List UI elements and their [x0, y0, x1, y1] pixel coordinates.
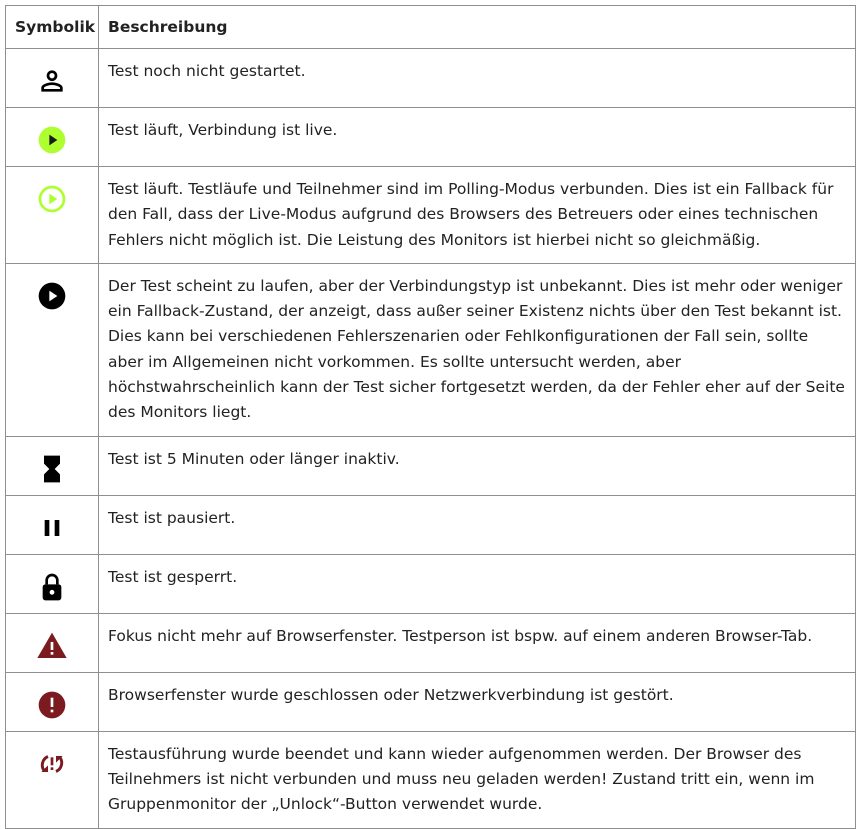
symbol-cell [6, 495, 99, 554]
table-header-row [6, 6, 856, 49]
symbol-cell [6, 108, 99, 167]
table-row [6, 436, 856, 495]
status-symbol-table [5, 5, 856, 829]
description-cell: Fokus nicht mehr auf Browserfenster. Testperson ist bspw. auf einem anderen Browser-Tab. [99, 613, 856, 672]
symbol-cell [6, 167, 99, 264]
symbol-cell [6, 263, 99, 436]
table-row [6, 167, 856, 264]
table-row [6, 108, 856, 167]
description-cell: Test ist pausiert. [99, 495, 856, 554]
table-row [6, 495, 856, 554]
symbol-cell [6, 731, 99, 828]
symbol-cell [6, 613, 99, 672]
warning-icon [36, 630, 68, 662]
description-cell: Testausführung wurde beendet und kann wieder aufgenommen werden. Der Browser des Teilnehmers ist nicht verbunden und muss neu geladen werden! Zustand tritt ein, wenn im Gruppenmonitor der „Unlock“-Button verwendet wurde. [99, 731, 856, 828]
description-cell: Der Test scheint zu laufen, aber der Verbindungstyp ist unbekannt. Dies ist mehr oder weniger ein Fallback-Zustand, der anzeigt, dass außer seiner Existenz nichts über den Test bekannt ist. Dies kann bei verschiedenen Fehlerszenarien oder Fehlkonfigurationen der Fall sein, sollte aber im Allgemeinen nicht vorkommen. Es sollte untersucht werden, aber höchstwahrscheinlich kann der Test sicher fortgesetzt werden, da der Fehler eher auf der Seite des Monitors liegt. [99, 263, 856, 436]
symbol-cell [6, 436, 99, 495]
table-row [6, 49, 856, 108]
description-cell: Test ist 5 Minuten oder länger inaktiv. [99, 436, 856, 495]
description-cell: Test ist gesperrt. [99, 554, 856, 613]
hourglass-icon [36, 453, 68, 485]
table-row [6, 263, 856, 436]
play-circle-outline-icon [36, 183, 68, 215]
table-row [6, 731, 856, 828]
symbol-cell [6, 49, 99, 108]
table-row [6, 554, 856, 613]
description-cell: Test läuft. Testläufe und Teilnehmer sind im Polling-Modus verbunden. Dies ist ein Fallback für den Fall, dass der Live-Modus aufgrund des Browsers des Betreuers oder eines technischen Fehlers nicht möglich ist. Die Leistung des Monitors ist hierbei nicht so gleichmäßig. [99, 167, 856, 264]
pause-icon [36, 512, 68, 544]
lock-icon [36, 571, 68, 603]
description-cell: Test noch nicht gestartet. [99, 49, 856, 108]
person-icon [36, 65, 68, 97]
description-cell: Browserfenster wurde geschlossen oder Netzwerkverbindung ist gestört. [99, 672, 856, 731]
table-row [6, 672, 856, 731]
sync-problem-icon [36, 748, 68, 780]
header-symbol: Symbolik [6, 6, 99, 49]
play-circle-black-icon [36, 280, 68, 312]
description-cell: Test läuft, Verbindung ist live. [99, 108, 856, 167]
symbol-cell [6, 554, 99, 613]
symbol-cell [6, 672, 99, 731]
play-circle-filled-icon [36, 124, 68, 156]
table-row [6, 613, 856, 672]
header-description: Beschreibung [99, 6, 856, 49]
error-icon [36, 689, 68, 721]
